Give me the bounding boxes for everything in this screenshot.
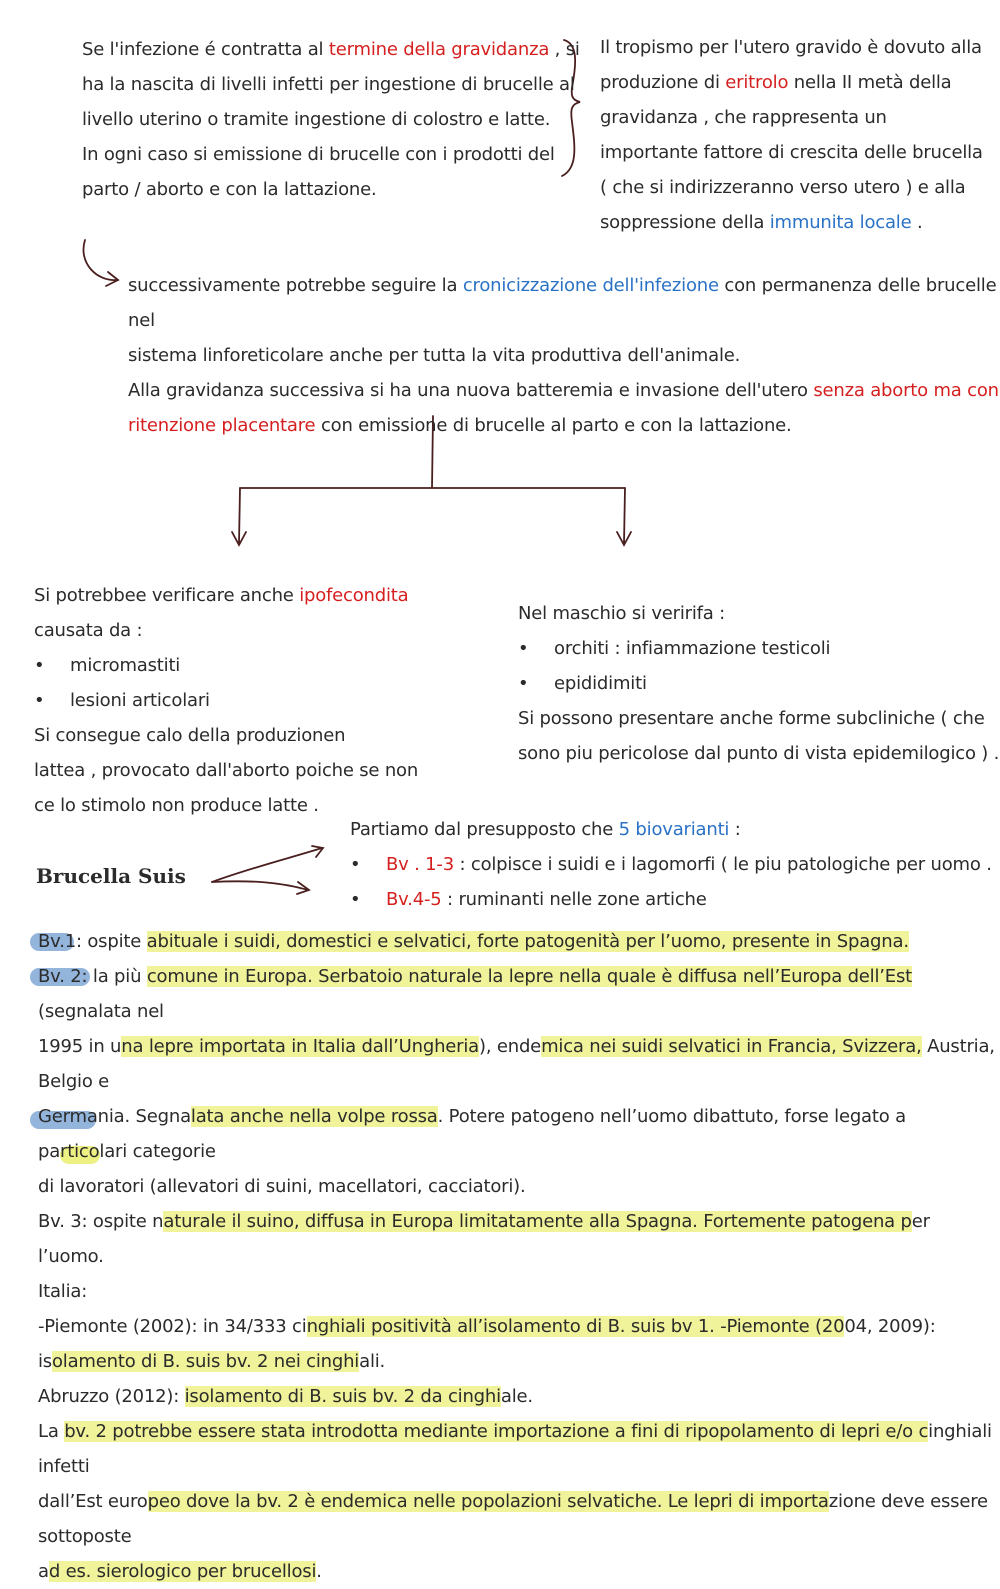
curved-arrow-down-right xyxy=(83,240,118,280)
list-item: • Bv.4-5 : ruminanti nelle zone artiche xyxy=(350,882,992,917)
list-item: • epididimiti xyxy=(518,666,999,701)
bottom-notes: Bv.1: ospite abituale i suidi, domestici e selvatici, forte patogenità per l’uomo, presente in Spagna. Bv. 2: la più comune in Europa. Serbatoio naturale la lepre nella quale è diffusa nell’Europa dell’Est (segnalata nel 1995 in una lepre importata in Italia dall’Ungheria), endemica nei suidi selvatici in Francia, Svizzera, Austria, Belgio e Germania. Segnalata anche nella volpe rossa. Potere patogeno nell’uomo dibattuto, forse legato a particolari categorie di lavoratori (allevatori di suini, macellatori, cacciatori). Bv. 3: ospite naturale il suino, diffusa in Europa limitatamente alla Spagna. Fortemente patogena per l’uomo. Italia: -Piemonte (2002): in 34/333 cinghiali positività all’isolamento di B. suis bv 1. -Piemonte (2004, 2009): isolamento di B. suis bv. 2 nei cinghiali. Abruzzo (2012): isolamento di B. suis bv. 2 da cinghiale. La bv. 2 potrebbe essere stata introdotta mediante importazione a fini di ripopolamento di lepri e/o cinghiali infetti dall’Est europeo dove la bv. 2 è endemica nelle popolazioni selvatiche. Le lepri di importazione deve essere sottoposte ad es. sierologico per brucellosi. xyxy=(38,924,998,1589)
middle-paragraph: successivamente potrebbe seguire la cronicizzazione dell'infezione con permanenza delle brucelle nel sistema linforeticolare anche per tutta la vita produttiva dell'animale. Alla gravidanza successiva si ha una nuova batteremia e invasione dell'utero senza aborto ma con ritenzione placentare con emissione di brucelle al parto e con la lattazione. xyxy=(128,275,999,436)
split-arrow-lower xyxy=(212,881,309,894)
bv2-line: Bv. 2: la più comune in Europa. Serbatoio naturale la lepre nella quale è diffusa nell’Europa dell’Est (segnalata nel xyxy=(38,966,913,1022)
right-branch-list xyxy=(518,631,999,701)
bv3-line: Bv. 3: ospite naturale il suino, diffusa in Europa limitatamente alla Spagna. Fortemente patogena per l’uomo. xyxy=(38,1211,930,1267)
left-branch-list xyxy=(34,648,418,718)
list-item: • micromastiti xyxy=(34,648,418,683)
list-item: • Bv . 1-3 : colpisce i suidi e i lagomorfi ( le piu patologiche per uomo . xyxy=(350,847,992,882)
list-item: • lesioni articolari xyxy=(34,683,418,718)
left-branch-paragraph: Si potrebbee verificare anche ipofecondita causata da : • micromastiti • lesioni articolari Si consegue calo della produzionen lattea , provocato dall'aborto poiche se non ce lo stimolo non produce latte . xyxy=(34,578,418,823)
tree-right-arrow xyxy=(617,488,631,545)
tree-left-arrow xyxy=(232,488,246,545)
top-left-paragraph: Se l'infezione é contratta al termine della gravidanza , si ha la nascita di livelli infetti per ingestione di brucelle al livello uterino o tramite ingestione di colostro e latte. In ogni caso si emissione di brucelle con i prodotti del parto / aborto e con la lattazione. xyxy=(82,39,580,200)
bv1-line: Bv.1: ospite abituale i suidi, domestici e selvatici, forte patogenità per l’uomo, presente in Spagna. xyxy=(38,931,909,952)
top-right-paragraph: Il tropismo per l'utero gravido è dovuto alla produzione di eritrolo nella II metà della gravidanza , che rappresenta un importante fattore di crescita delle brucella ( che si indirizzeranno verso utero ) e alla soppressione della immunita locale . xyxy=(600,37,983,233)
right-branch-paragraph: Nel maschio si veririfa : • orchiti : infiammazione testicoli • epididimiti Si possono presentare anche forme subcliniche ( che sono piu pericolose dal punto di vista epidemilogico ) . xyxy=(518,596,999,771)
section-title: Brucella Suis xyxy=(36,864,186,888)
list-item: • orchiti : infiammazione testicoli xyxy=(518,631,999,666)
split-arrow-upper xyxy=(212,846,323,882)
biovariants-block: Partiamo dal presupposto che 5 biovarianti : • Bv . 1-3 : colpisce i suidi e i lagomorfi ( le piu patologiche per uomo . • Bv.4-5 : ruminanti nelle zone artiche xyxy=(350,812,992,917)
